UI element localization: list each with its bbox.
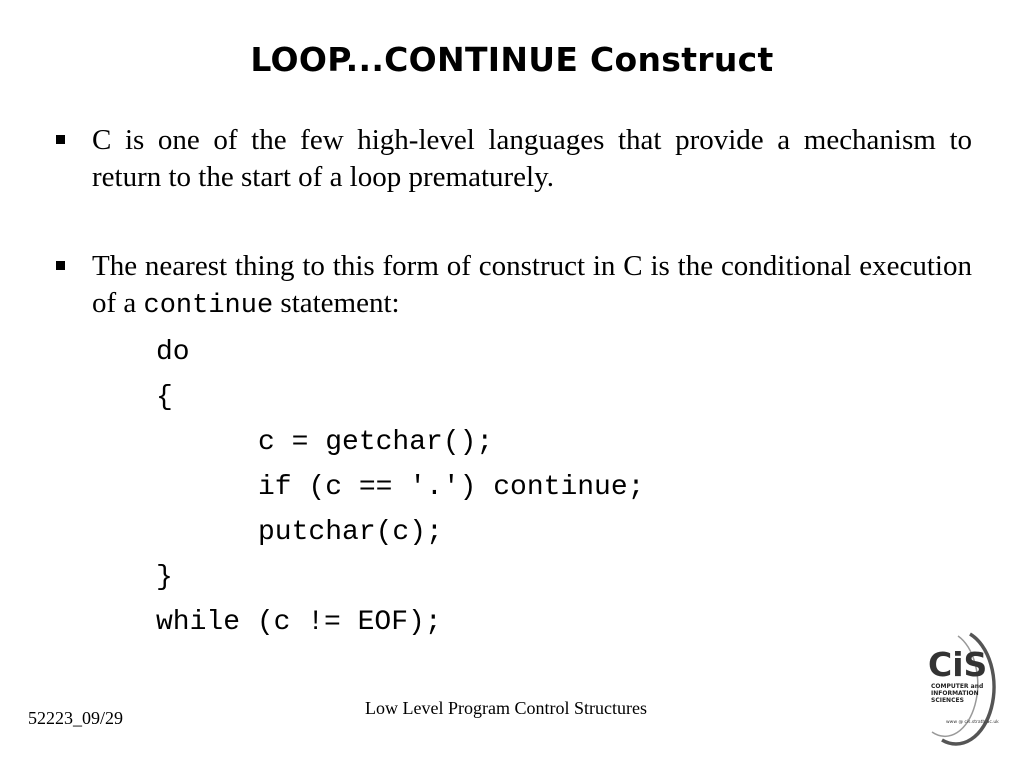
code-block — [156, 330, 644, 645]
logo-subtitle-line: SCIENCES — [931, 697, 964, 704]
logo-subtitle-line: INFORMATION — [931, 690, 979, 697]
code-line: if (c == '.') continue; — [258, 472, 645, 503]
slide-number: 52223_09/29 — [28, 708, 124, 728]
logo-subtitle-line: COMPUTER and — [931, 683, 984, 690]
bullet-item — [52, 122, 972, 196]
code-line: } — [156, 562, 173, 593]
bullet-item — [52, 248, 972, 325]
code-line: { — [156, 382, 173, 413]
square-bullet-icon — [56, 261, 65, 270]
logo-url: www @ cis.strath.ac.uk — [946, 720, 999, 725]
footer-title: Low Level Program Control Structures — [365, 698, 647, 718]
bullet-text: The nearest thing to this form of construct in C is the conditional execution of a — [92, 250, 972, 319]
bullet-text: C is one of the few high-level languages that provide a mechanism to return to the start of a loop prematurely. — [92, 124, 972, 193]
logo-text: CiS — [928, 645, 988, 684]
slide-title: LOOP...CONTINUE Construct — [250, 40, 774, 79]
cis-logo-icon — [918, 628, 1000, 746]
code-line: while (c != EOF); — [156, 607, 442, 638]
bullet-text: statement: — [273, 287, 400, 319]
code-line: do — [156, 337, 190, 368]
code-line: c = getchar(); — [258, 427, 494, 458]
inline-code-keyword: continue — [143, 291, 274, 321]
square-bullet-icon — [56, 135, 65, 144]
code-line: putchar(c); — [258, 517, 443, 548]
bullet-list — [52, 122, 972, 325]
